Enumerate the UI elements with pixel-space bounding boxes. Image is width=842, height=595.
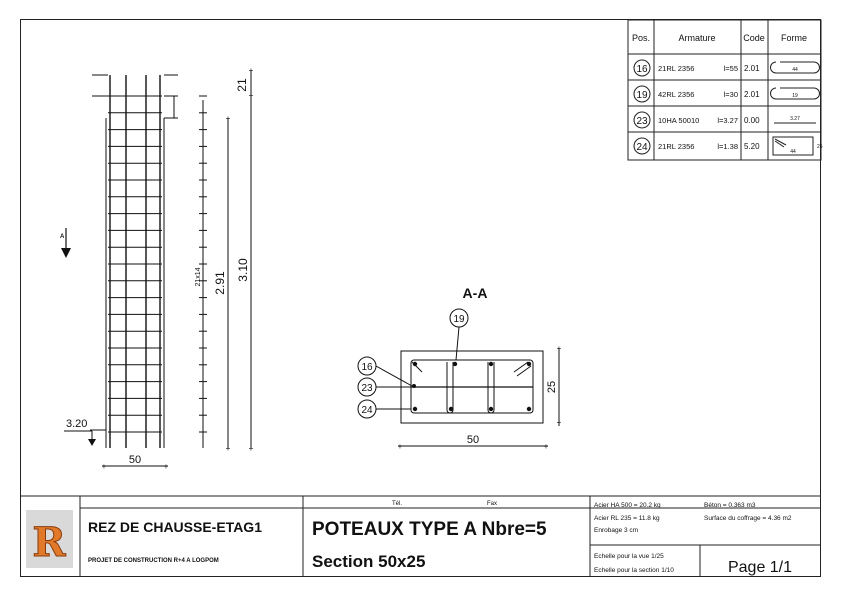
svg-text:+: + [225, 444, 231, 453]
section-drawing [401, 351, 543, 423]
section-title: A-A [462, 285, 488, 301]
steel-rl-label: Acier RL 235 = 11.8 kg [594, 515, 660, 522]
table-row-code: 0.00 [744, 116, 760, 125]
section-label: Section 50x25 [312, 552, 426, 571]
scale-view-label: Echelle pour la vue 1/25 [594, 553, 664, 560]
svg-text:+: + [397, 442, 403, 451]
stirrup-count-label: 21x14 [195, 267, 202, 287]
table-row-armature: 21RL 2356 [658, 64, 695, 73]
level-arrow-icon [88, 439, 96, 446]
shape-label: 3.27 [790, 116, 800, 122]
table-row-code: 5.20 [744, 142, 760, 151]
element-title: POTEAUX TYPE A Nbre=5 [312, 519, 547, 540]
section-height-label: 25 [546, 380, 558, 394]
svg-text:+: + [225, 114, 231, 123]
table-row-armature: 21RL 2356 [658, 142, 695, 151]
stirrup-spacing-ticks [199, 96, 207, 432]
table-header-code: Code [743, 33, 765, 43]
column-width-label: 50 [128, 454, 142, 466]
table-header-armature: Armature [678, 33, 716, 43]
shape-label: 44 [790, 149, 796, 155]
table-row-length: l=30 [723, 90, 738, 99]
shape-label: 19 [792, 93, 798, 99]
tel-label: Tél. [391, 501, 403, 507]
table-row-armature: 10HA 50010 [658, 116, 700, 125]
dim-total-label: 3.10 [236, 258, 250, 282]
svg-text:+: + [543, 442, 549, 451]
formwork-label: Surface du coffrage = 4.36 m2 [704, 515, 792, 522]
table-header-forme: Forme [780, 33, 808, 43]
level-label: 3.20 [66, 418, 88, 430]
callout-24: 24 [361, 405, 373, 416]
callout-19: 19 [453, 314, 465, 325]
cover-label: Enrobage 3 cm [594, 527, 639, 534]
steel-ha-label: Acier HA 500 = 20.2 kg [594, 502, 661, 509]
table-row-pos: 23 [636, 116, 648, 127]
callout-23: 23 [361, 383, 373, 394]
section-arrow-icon [61, 248, 71, 258]
fax-label: Fax [486, 501, 498, 507]
table-row-armature: 42RL 2356 [658, 90, 695, 99]
scale-section-label: Echelle pour la section 1/10 [594, 567, 674, 574]
table-row-code: 2.01 [744, 90, 760, 99]
table-row-pos: 19 [636, 90, 648, 101]
app-logo-icon: R [32, 519, 66, 566]
svg-text:+: + [556, 418, 562, 427]
table-header-pos: Pos. [631, 33, 651, 43]
table-row-length: l=3.27 [717, 116, 738, 125]
dim-top-label: 21 [235, 78, 249, 92]
svg-text:+: + [248, 66, 254, 75]
table-row-pos: 16 [636, 64, 648, 75]
page-number: Page 1/1 [727, 559, 793, 576]
svg-text:+: + [248, 91, 254, 100]
dim-2-91-label: 2.91 [213, 271, 227, 295]
project-title: REZ DE CHAUSSE-ETAG1 [88, 519, 262, 535]
section-width-label: 50 [466, 434, 480, 446]
svg-text:+: + [101, 462, 107, 471]
svg-text:+: + [556, 344, 562, 353]
shape-label: 44 [792, 67, 798, 73]
svg-text:+: + [248, 444, 254, 453]
callout-16: 16 [361, 362, 373, 373]
table-row-length: l=55 [723, 64, 738, 73]
concrete-label: Béton = 0.363 m3 [704, 502, 756, 509]
column-elevation [90, 75, 178, 448]
svg-text:+: + [163, 462, 169, 471]
stirrup-lines [108, 96, 162, 432]
shape-label: 25 [817, 144, 823, 150]
project-subtitle: PROJET DE CONSTRUCTION R+4 A LOGPOM [88, 558, 219, 564]
table-row-code: 2.01 [744, 64, 760, 73]
table-row-length: l=1.38 [717, 142, 738, 151]
section-marker-label: A [60, 234, 65, 240]
table-row-pos: 24 [636, 142, 648, 153]
